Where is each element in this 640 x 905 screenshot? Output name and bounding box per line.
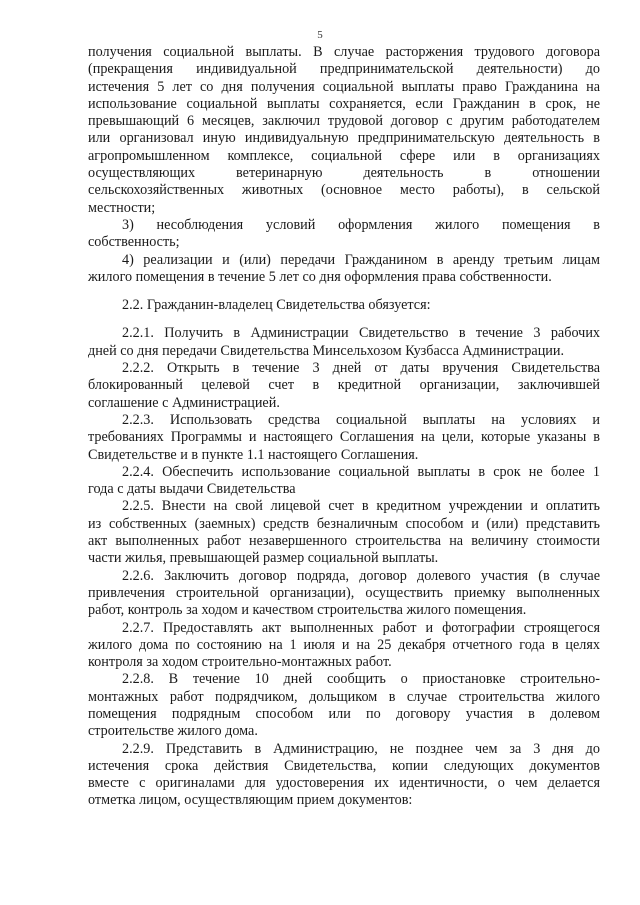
text-line: из собственных (заемных) средств безналичным способом и (или) представить [88,515,600,532]
text-line: вместе с оригиналами для удостоверения их идентичности, о чем делается [88,775,600,792]
text-line: отметка лицом, осуществляющим прием документов: [88,792,413,809]
paragraph-gap [88,286,600,297]
text-line: 2.2.1. Получить в Администрации Свидетельство в течение 3 рабочих [122,325,600,342]
paragraph-p-2-2-7 [88,620,600,672]
text-line: 2.2.6. Заключить договор подряда, договор долевого участия (в случае [122,567,600,584]
paragraph-p-2-2-4 [88,464,600,499]
text-line: года с даты выдачи Свидетельства [88,481,296,498]
paragraph-p-2-2-3 [88,412,600,464]
text-line: части жилья, превышающей размер социальной выплаты. [88,550,439,567]
text-line: 2.2.9. Представить в Администрацию, не позднее чем за 3 дня до [122,740,600,757]
paragraph-p-2-2-6 [88,568,600,620]
text-line: 2.2.7. Предоставлять акт выполненных работ и фотографии строящегося [122,619,600,636]
text-line: получения социальной выплаты. В случае расторжения трудового договора [88,44,600,60]
paragraph-item-4 [88,252,600,287]
text-line: дней со дня передачи Свидетельства Минсельхозом Кузбасса Администрации. [88,342,565,359]
text-line: блокированный целевой счет в кредитной организации, заключившей [88,377,600,394]
text-line: работ, контроль за ходом и качеством строительства жилого помещения. [88,602,527,619]
text-line: 2.2.5. Внести на свой лицевой счет в кредитном учреждении и оплатить [122,498,600,515]
text-line: контроля за ходом строительно-монтажных работ. [88,654,392,671]
text-line: соглашение с Администрацией. [88,394,280,411]
text-line: акт выполненных работ незавершенного строительства на величину стоимости [88,533,600,550]
paragraph-p-2-2-2 [88,360,600,412]
paragraph-p-2-2-8 [88,671,600,740]
text-line: Свидетельстве и в пункте 1.1 настоящего Соглашения. [88,446,419,463]
page-number: 5 [317,29,323,41]
text-line: 2.2.4. Обеспечить использование социальной выплаты в срок не более 1 [122,463,600,480]
text-line: строительстве жилого дома. [88,723,258,740]
document-body [88,44,600,810]
text-line: 4) реализации и (или) передачи Гражданином в аренду третьим лицам [122,251,600,268]
text-line: осуществляющих ветеринарную деятельность в отношении [88,165,600,182]
text-line: жилого дома по состоянию на 1 июля и на 25 декабря отчетного года в целях [88,636,600,653]
text-line: требованиях Программы и настоящего Соглашения на цели, которые указаны в [88,429,600,446]
text-line: 2.2.8. В течение 10 дней сообщить о приостановке строительно- [122,671,600,688]
paragraph-intro-cont [88,44,600,217]
text-line: 2.2. Гражданин-владелец Свидетельства обязуется: [122,297,431,314]
text-line: или организовал иную индивидуальную предпринимательскую деятельность в [88,130,600,147]
paragraph-item-3 [88,217,600,252]
text-line: сельскохозяйственных животных (основное место работы), в сельской [88,182,600,199]
text-line: монтажных работ подрядчиком, дольщиком в случае строительства жилого [88,688,600,705]
text-line: превышающий 6 месяцев, заключил трудовой договор с другим работодателем [88,113,600,130]
text-line: истечения 5 лет со дня получения социальной выплаты право Гражданина на [88,78,600,95]
paragraph-p-2-2-9 [88,741,600,810]
text-line: привлечения строительной организации), осуществить приемку выполненных [88,584,600,601]
text-line: истечения срока действия Свидетельства, копии следующих документов [88,757,600,774]
text-line: (прекращения индивидуальной предпринимательской деятельности) до [88,61,600,78]
text-line: местности; [88,199,156,216]
text-line: агропромышленном комплексе, социальной сфере или в организациях [88,147,600,164]
text-line: использование социальной выплаты сохраняется, если Гражданин в срок, не [88,95,600,112]
text-line: 2.2.3. Использовать средства социальной выплаты на условиях и [122,411,600,428]
text-line: жилого помещения в течение 5 лет со дня оформления права собственности. [88,268,552,285]
paragraph-section-2-2 [88,297,600,314]
paragraph-p-2-2-5 [88,498,600,567]
text-line: 2.2.2. Открыть в течение 3 дней от даты вручения Свидетельства [122,360,600,377]
paragraph-gap [88,314,600,325]
text-line: помещения подрядным способом или по договору участия в долевом [88,705,600,722]
paragraph-p-2-2-1 [88,325,600,360]
text-line: собственность; [88,234,180,251]
text-line: 3) несоблюдения условий оформления жилого помещения в [122,216,600,233]
